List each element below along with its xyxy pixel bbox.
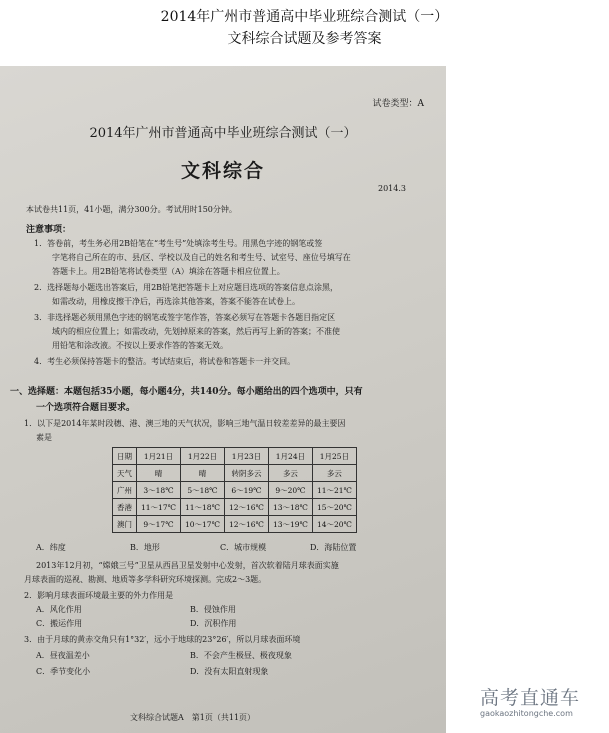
option: D．没有太阳直射现象 (190, 667, 269, 676)
table-cell: 3～18℃ (137, 482, 181, 499)
paper-title: 2014年广州市普通高中毕业班综合测试（一） (89, 126, 357, 141)
weather-table (112, 447, 357, 533)
paper-type-label: 试卷类型：A (372, 99, 424, 109)
table-cell: 5～18℃ (180, 482, 224, 499)
question-2-stem: 2．影响月球表面环境最主要的外力作用是 (24, 591, 174, 600)
option: D．海陆位置 (310, 543, 357, 552)
table-cell: 多云 (268, 465, 312, 482)
option: C．搬运作用 (36, 619, 83, 628)
watermark-logo-text: 高考直通车 (480, 687, 581, 709)
table-header-row (113, 448, 357, 465)
table-cell: 6～19℃ (224, 482, 268, 499)
table-cell: 晴 (137, 465, 181, 482)
passage-line: 月球表面的巡视、勘测、地质等多学科研究环境探测。完成2～3题。 (24, 575, 267, 584)
note-line: 域内的相应位置上；如需改动，先划掉原来的答案，然后再写上新的答案；不准使 (52, 327, 340, 336)
table-cell: 澳门 (113, 516, 137, 533)
doc-title: 2014年广州市普通高中毕业班综合测试（一） (160, 9, 449, 25)
table-cell: 15～20℃ (312, 499, 356, 516)
doc-subtitle: 文科综合试题及参考答案 (227, 31, 382, 47)
question-1-stem: 1．以下是2014年某时段穗、港、澳三地的天气状况，影响三地气温日较差差异的最主要因 (24, 419, 346, 428)
paper-intro: 本试卷共11页，41小题，满分300分。考试用时150分钟。 (26, 205, 237, 214)
table-cell: 11～18℃ (180, 499, 224, 516)
table-cell: 1月25日 (312, 448, 356, 465)
question-3-stem: 3．由于月球的黄赤交角只有1°32′，远小于地球的23°26′，所以月球表面环境 (24, 635, 301, 644)
option: D．沉积作用 (190, 619, 237, 628)
watermark-url: gaokaozhitongche.com (480, 709, 573, 718)
table-cell: 13～19℃ (268, 516, 312, 533)
section-heading: 一、选择题：本题包括35小题，每小题4分，共140分。每小题给出的四个选项中，只有 (10, 387, 363, 397)
note-line: 用铅笔和涂改液。不按以上要求作答的答案无效。 (52, 341, 228, 350)
table-row (113, 482, 357, 499)
site-watermark (446, 683, 609, 733)
option: B．不会产生极昼、极夜现象 (190, 651, 292, 660)
table-cell: 11～21℃ (312, 482, 356, 499)
option: A．纬度 (36, 543, 66, 552)
option: B．侵蚀作用 (190, 605, 236, 614)
table-cell: 12～16℃ (224, 499, 268, 516)
table-row (113, 516, 357, 533)
table-row (113, 499, 357, 516)
note-line: 3．非选择题必须用黑色字迹的钢笔或签字笔作答，答案必须写在答题卡各题目指定区 (34, 313, 336, 322)
table-cell: 1月24日 (268, 448, 312, 465)
table-cell: 9～20℃ (268, 482, 312, 499)
table-cell: 天气 (113, 465, 137, 482)
paper-subject: 文科综合 (180, 160, 265, 182)
table-cell: 9～17℃ (137, 516, 181, 533)
option: B．地形 (130, 543, 160, 552)
note-line: 2．选择题每小题选出答案后，用2B铅笔把答题卡上对应题目选项的答案信息点涂黑， (34, 283, 339, 292)
table-cell: 1月21日 (137, 448, 181, 465)
note-line: 字笔将自己所在的市、县/区、学校以及自己的姓名和考生号、试室号、座位号填写在 (52, 253, 351, 262)
table-cell: 12～16℃ (224, 516, 268, 533)
page-header (0, 0, 609, 64)
table-cell: 香港 (113, 499, 137, 516)
paper-date: 2014.3 (378, 184, 406, 193)
table-cell: 日期 (113, 448, 137, 465)
option: C．城市规模 (220, 543, 267, 552)
table-row (113, 465, 357, 482)
table-cell: 11～17℃ (137, 499, 181, 516)
table-cell: 广州 (113, 482, 137, 499)
page-footer: 文科综合试题A 第1页（共11页） (130, 713, 256, 722)
note-line: 4．考生必须保持答题卡的整洁。考试结束后，将试卷和答题卡一并交回。 (34, 357, 296, 366)
table-cell: 14～20℃ (312, 516, 356, 533)
table-cell: 转阴多云 (224, 465, 268, 482)
table-cell: 13～18℃ (268, 499, 312, 516)
question-1-stem: 素是 (36, 433, 52, 442)
exam-paper-photo (0, 66, 446, 733)
note-line: 答题卡上。用2B铅笔将试卷类型（A）填涂在答题卡相应位置上。 (52, 267, 285, 276)
table-cell: 10～17℃ (180, 516, 224, 533)
passage-line: 2013年12月初，“嫦娥三号”卫星从西昌卫星发射中心发射，首次软着陆月球表面实施 (36, 561, 339, 570)
table-cell: 1月22日 (180, 448, 224, 465)
option: A．风化作用 (36, 605, 82, 614)
notes-title: 注意事项： (26, 225, 72, 235)
table-cell: 多云 (312, 465, 356, 482)
note-line: 1．答卷前，考生务必用2B铅笔在“考生号”处填涂考生号。用黑色字迹的钢笔或签 (34, 239, 323, 248)
table-cell: 晴 (180, 465, 224, 482)
option: A．昼夜温差小 (36, 651, 90, 660)
option: C．季节变化小 (36, 667, 91, 676)
table-cell: 1月23日 (224, 448, 268, 465)
note-line: 如需改动，用橡皮擦干净后，再选涂其他答案，答案不能答在试卷上。 (52, 297, 300, 306)
section-heading: 一个选项符合题目要求。 (36, 403, 136, 413)
